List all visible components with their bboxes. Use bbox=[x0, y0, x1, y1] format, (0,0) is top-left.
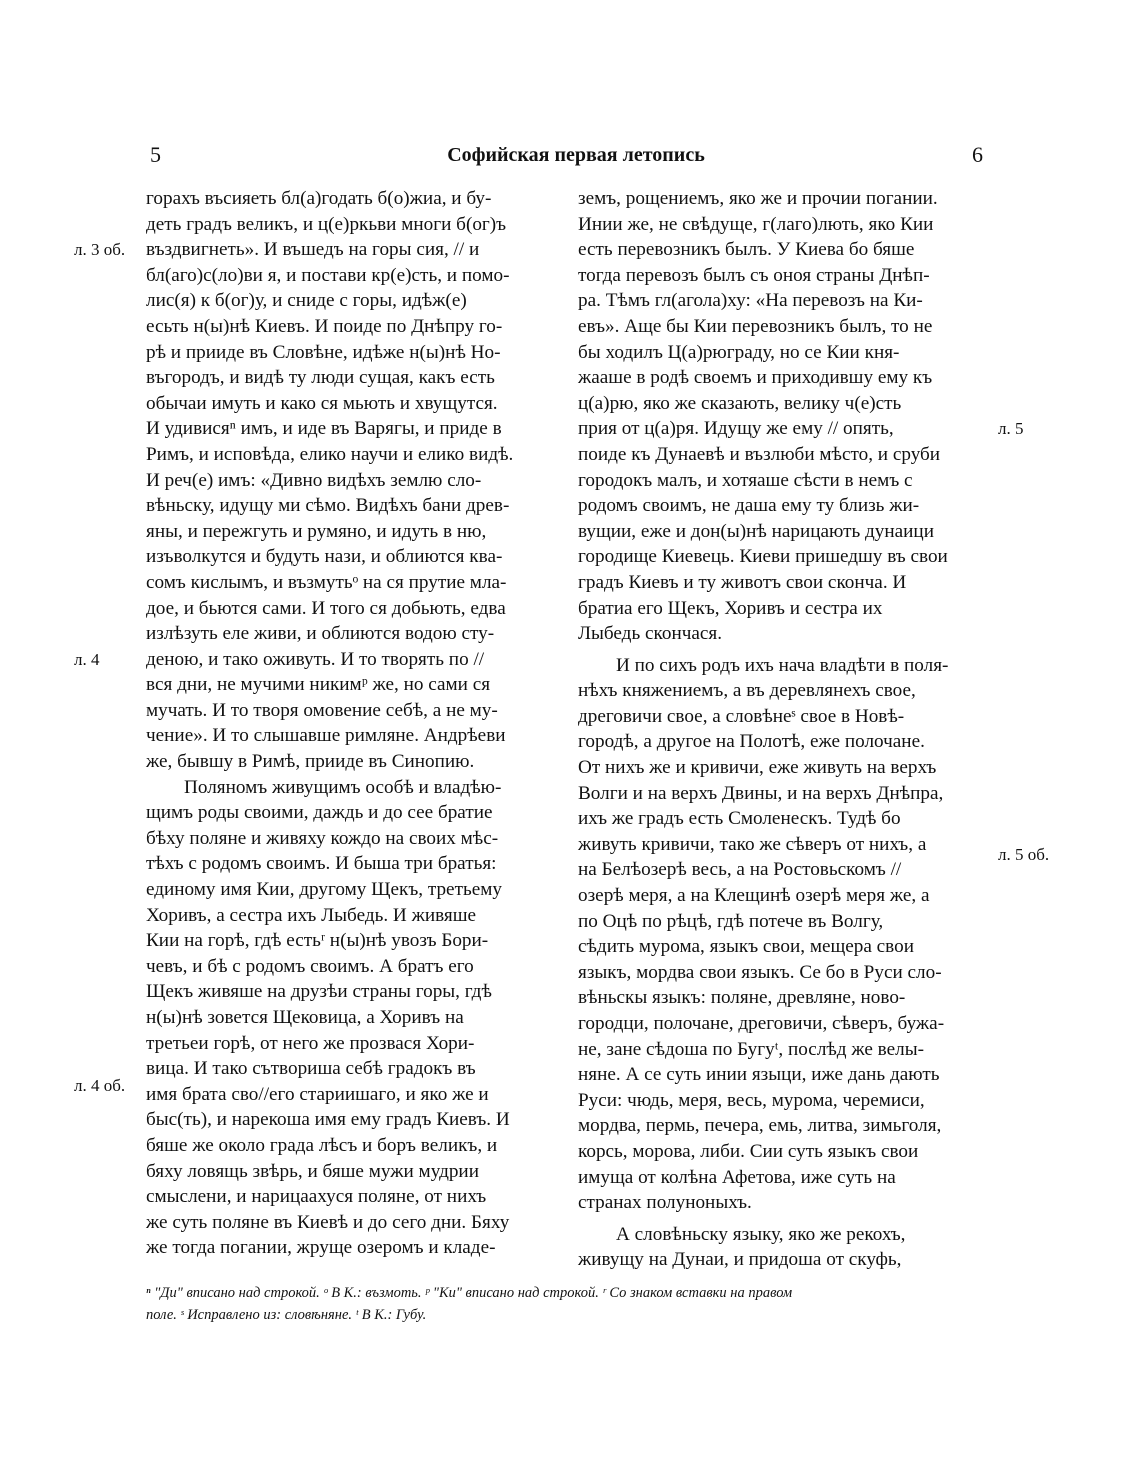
text-line: ихъ же градъ есть Смоленескъ. Тудѣ бо bbox=[578, 808, 901, 830]
text-line: горахъ въсияеть бл(а)годать б(о)жиа, и бу- bbox=[146, 188, 492, 209]
text-line: рѣ и прииде въ Словѣне, идѣже н(ы)нѣ Но- bbox=[146, 341, 501, 363]
text-line: изъволкутся и будуть нази, и облиются ква- bbox=[146, 546, 503, 568]
text-line: яны, и пережгуть и румяно, и идуть в ню, bbox=[146, 520, 487, 542]
text-line: вущии, еже и дон(ы)нѣ нарицають дунаици bbox=[578, 520, 934, 542]
text-line: Инии же, не свѣдуще, г(лаго)лють, яко Кии bbox=[578, 213, 934, 235]
folio-note-l5ob: л. 5 об. bbox=[998, 845, 1050, 865]
text-line: мордва, пермь, печера, емь, литва, зимьголя, bbox=[578, 1115, 942, 1137]
text-line: лис(я) к б(ог)у, и сниде с горы, идѣж(е) bbox=[146, 290, 467, 312]
text-line: имуща от колѣна Афетова, иже суть на bbox=[578, 1166, 896, 1188]
text-line: братиа его Щекъ, Хоривъ и сестра их bbox=[578, 597, 883, 619]
text-line: сѣдить мурома, языкъ свои, мещера свои bbox=[578, 936, 914, 958]
text-line: Римъ, и исповѣда, елико научи и елико видѣ. bbox=[146, 443, 514, 465]
text-line: корсь, морова, либи. Сии суть языкъ свои bbox=[578, 1140, 919, 1162]
text-line: мучать. И то творя омовение себѣ, а не му- bbox=[146, 699, 498, 721]
text-line: быс(ть), и нарекоша имя ему градъ Киевъ. И bbox=[146, 1109, 510, 1131]
paragraph-start-line: И по сихъ родъ ихъ нача владѣти в поля- bbox=[616, 654, 949, 676]
text-line: городци, полочане, дреговичи, сѣверъ, бужа- bbox=[578, 1013, 945, 1034]
text-line: вѣньску, идущу ми сѣмо. Видѣхъ бани древ- bbox=[146, 495, 510, 517]
text-line: смыслени, и нарицаахуся поляне, от нихъ bbox=[146, 1186, 487, 1208]
text-line: языкъ, мордва свои языкъ. Се бо в Руси сло- bbox=[578, 961, 942, 983]
text-line: вѣньскы языкъ: поляне, древляне, ново- bbox=[578, 987, 906, 1009]
text-line: имя брата сво//его стариишагo, и яко же и bbox=[146, 1083, 489, 1105]
text-line: родомъ своимъ, не даша ему ту близь жи- bbox=[578, 495, 920, 517]
text-line: живуть кривичи, тако же сѣверъ от нихъ, а bbox=[578, 833, 927, 855]
footnotes bbox=[146, 1282, 992, 1326]
text-line: И удивисяⁿ имъ, и иде въ Варягы, и приде в bbox=[146, 418, 502, 440]
text-line: вся дни, не мучими никимᵖ же, но сами ся bbox=[146, 674, 491, 696]
text-line: деть градъ великъ, и ц(е)ркьви многи б(ог)ъ bbox=[146, 213, 507, 235]
text-line: бл(аго)с(ло)ви я, и постави кр(е)сть, и помо- bbox=[146, 264, 510, 286]
text-line: поиде къ Дунаевѣ и възлюби мѣсто, и сруби bbox=[578, 443, 941, 465]
text-line: на Белѣозерѣ весь, а на Ростовьскомъ // bbox=[578, 859, 902, 881]
text-line: обычаи имуть и како ся мьють и хвущутся. bbox=[146, 392, 498, 414]
text-line: Щекъ живяше на друзѣи страны горы, гдѣ bbox=[146, 981, 492, 1003]
text-line: Руси: чюдь, меря, весь, мурома, черемиси, bbox=[578, 1089, 925, 1111]
text-line: Волги и на верхъ Двины, и на верхъ Днѣпра, bbox=[578, 782, 944, 804]
folio-note-l3ob: л. 3 об. bbox=[74, 240, 126, 260]
text-line: излѣзуть еле живи, и облиются водою сту- bbox=[146, 623, 495, 645]
text-line: дое, и бьются сами. И того ся добьють, едва bbox=[146, 597, 506, 619]
text-line: городѣ, а другое на Полотѣ, еже полочане. bbox=[578, 731, 925, 753]
paragraph-start-line: А словѣньску языку, яко же рекохъ, bbox=[616, 1223, 906, 1245]
text-line: есть перевозникъ былъ. У Киева бо бяше bbox=[578, 239, 915, 261]
text-line: Лыбедь скончася. bbox=[578, 623, 723, 645]
text-line: От нихъ же и кривичи, еже живуть на верхъ bbox=[578, 757, 937, 779]
text-line: же, бывшу в Римѣ, прииде въ Синопию. bbox=[146, 751, 475, 773]
text-line: И реч(е) имъ: «Дивно видѣхъ землю сло- bbox=[146, 469, 482, 491]
text-line: третьеи горѣ, от него же прозвася Хори- bbox=[146, 1032, 475, 1054]
footnote-line: ⁿ "Ди" вписано над строкой. ᵒ В К.: възмоть. ᵖ "Ки" вписано над строкой. ʳ Со знаком вставки на правом bbox=[146, 1285, 793, 1301]
running-title: Софийская первая летопись bbox=[447, 144, 705, 166]
folio-note-l4ob: л. 4 об. bbox=[74, 1075, 126, 1095]
text-column-right bbox=[578, 186, 989, 1273]
text-line: прия от ц(а)ря. Идущу же ему // опять, bbox=[578, 418, 894, 440]
text-line: бѣху поляне и живяху кождо на своих мѣс- bbox=[146, 827, 499, 849]
text-line: въгородъ, и видѣ ту люди сущая, какъ есть bbox=[146, 367, 495, 389]
text-line: озерѣ меря, а на Клещинѣ озерѣ меря же, а bbox=[578, 885, 930, 907]
text-line: городище Киевець. Киеви пришедшу въ свои bbox=[578, 546, 948, 568]
text-line: градъ Киевъ и ту животъ свои скончa. И bbox=[578, 571, 907, 593]
text-line: бы ходилъ Ц(а)рюграду, но се Кии кня- bbox=[578, 341, 900, 363]
text-line: няне. А се суть инии языци, иже дань дають bbox=[578, 1064, 940, 1086]
text-line: по Оцѣ по рѣцѣ, гдѣ потече въ Волгу, bbox=[578, 910, 884, 932]
text-line: тѣхъ с родомъ своимъ. И быша три братья: bbox=[146, 853, 497, 875]
text-line: же суть поляне въ Киевѣ и до сего дни. Бяху bbox=[146, 1211, 510, 1233]
text-line: въздвигнеть». И въшедъ на горы сия, // и bbox=[146, 239, 480, 261]
text-line: жааше в родѣ своемъ и приходившу ему къ bbox=[578, 367, 933, 389]
text-line: тогда перевозъ былъ съ оноя страны Днѣп- bbox=[578, 264, 930, 286]
text-line: чение». И то слышавше римляне. Андрѣеви bbox=[146, 725, 506, 747]
text-line: ра. Тѣмъ гл(агола)ху: «На перевозъ на Ки- bbox=[578, 290, 923, 312]
text-line: ц(а)рю, яко же сказають, велику ч(е)сть bbox=[578, 392, 902, 414]
text-line: дреговичи свое, а словѣнеˢ свое в Новѣ- bbox=[578, 705, 905, 727]
text-line: сомъ кислымъ, и възмутьᵒ на ся прутие мла- bbox=[146, 571, 507, 593]
text-line: чевъ, и бѣ с родомъ своимъ. А братъ его bbox=[146, 955, 474, 977]
text-line: городокъ малъ, и хотяаше сѣсти в немъ с bbox=[578, 469, 913, 491]
text-line: евъ». Аще бы Кии перевозникъ былъ, то не bbox=[578, 315, 933, 337]
text-line: не, зане сѣдоша по Бугуᵗ, послѣд же велы- bbox=[578, 1038, 925, 1060]
page-number-right: 6 bbox=[972, 142, 983, 167]
text-line: н(ы)нѣ зовется Щековица, а Хоривъ на bbox=[146, 1007, 464, 1028]
footnote-line: поле. ˢ Исправлено из: словѣняне. ᵗ В К.: Губу. bbox=[146, 1307, 427, 1323]
text-line: Хоривъ, а сестра ихъ Лыбедь. И живяше bbox=[146, 904, 477, 926]
folio-note-l5: л. 5 bbox=[998, 419, 1024, 439]
text-line: Кии на горѣ, гдѣ естьʳ н(ы)нѣ увозъ Бори- bbox=[146, 930, 489, 952]
text-line: бяше же около града лѣсъ и боръ великъ, и bbox=[146, 1134, 498, 1156]
text-column-left bbox=[146, 186, 557, 1261]
folio-note-l4: л. 4 bbox=[74, 649, 100, 669]
text-line: щимъ роды своими, даждь и до сее братие bbox=[146, 802, 493, 824]
text-line: вица. И тако сътвориша себѣ градокъ въ bbox=[146, 1058, 476, 1080]
text-line: деною, и тако оживуть. И то творять по // bbox=[146, 648, 485, 670]
text-line: бяху ловящь звѣрь, и бяше мужи мудрии bbox=[146, 1160, 479, 1182]
text-line: нѣхъ княжениемъ, а въ деревлянехъ свое, bbox=[578, 680, 916, 702]
text-line: же тогда погании, жруще озеромъ и кладе- bbox=[146, 1237, 496, 1259]
text-line: есьть н(ы)нѣ Киевъ. И поиде по Днѣпру го- bbox=[146, 315, 503, 337]
text-line: живущу на Дунаи, и придоша от скуфь, bbox=[578, 1249, 902, 1271]
text-line: странах полуноныхъ. bbox=[578, 1192, 752, 1214]
text-line: земъ, рощениемъ, яко же и прочии погании. bbox=[578, 188, 938, 209]
page-number-left: 5 bbox=[150, 142, 161, 167]
text-line: единому имя Кии, другому Щекъ, третьему bbox=[146, 879, 502, 901]
paragraph-start-line: Поляномъ живущимъ особѣ и владѣю- bbox=[184, 776, 502, 798]
